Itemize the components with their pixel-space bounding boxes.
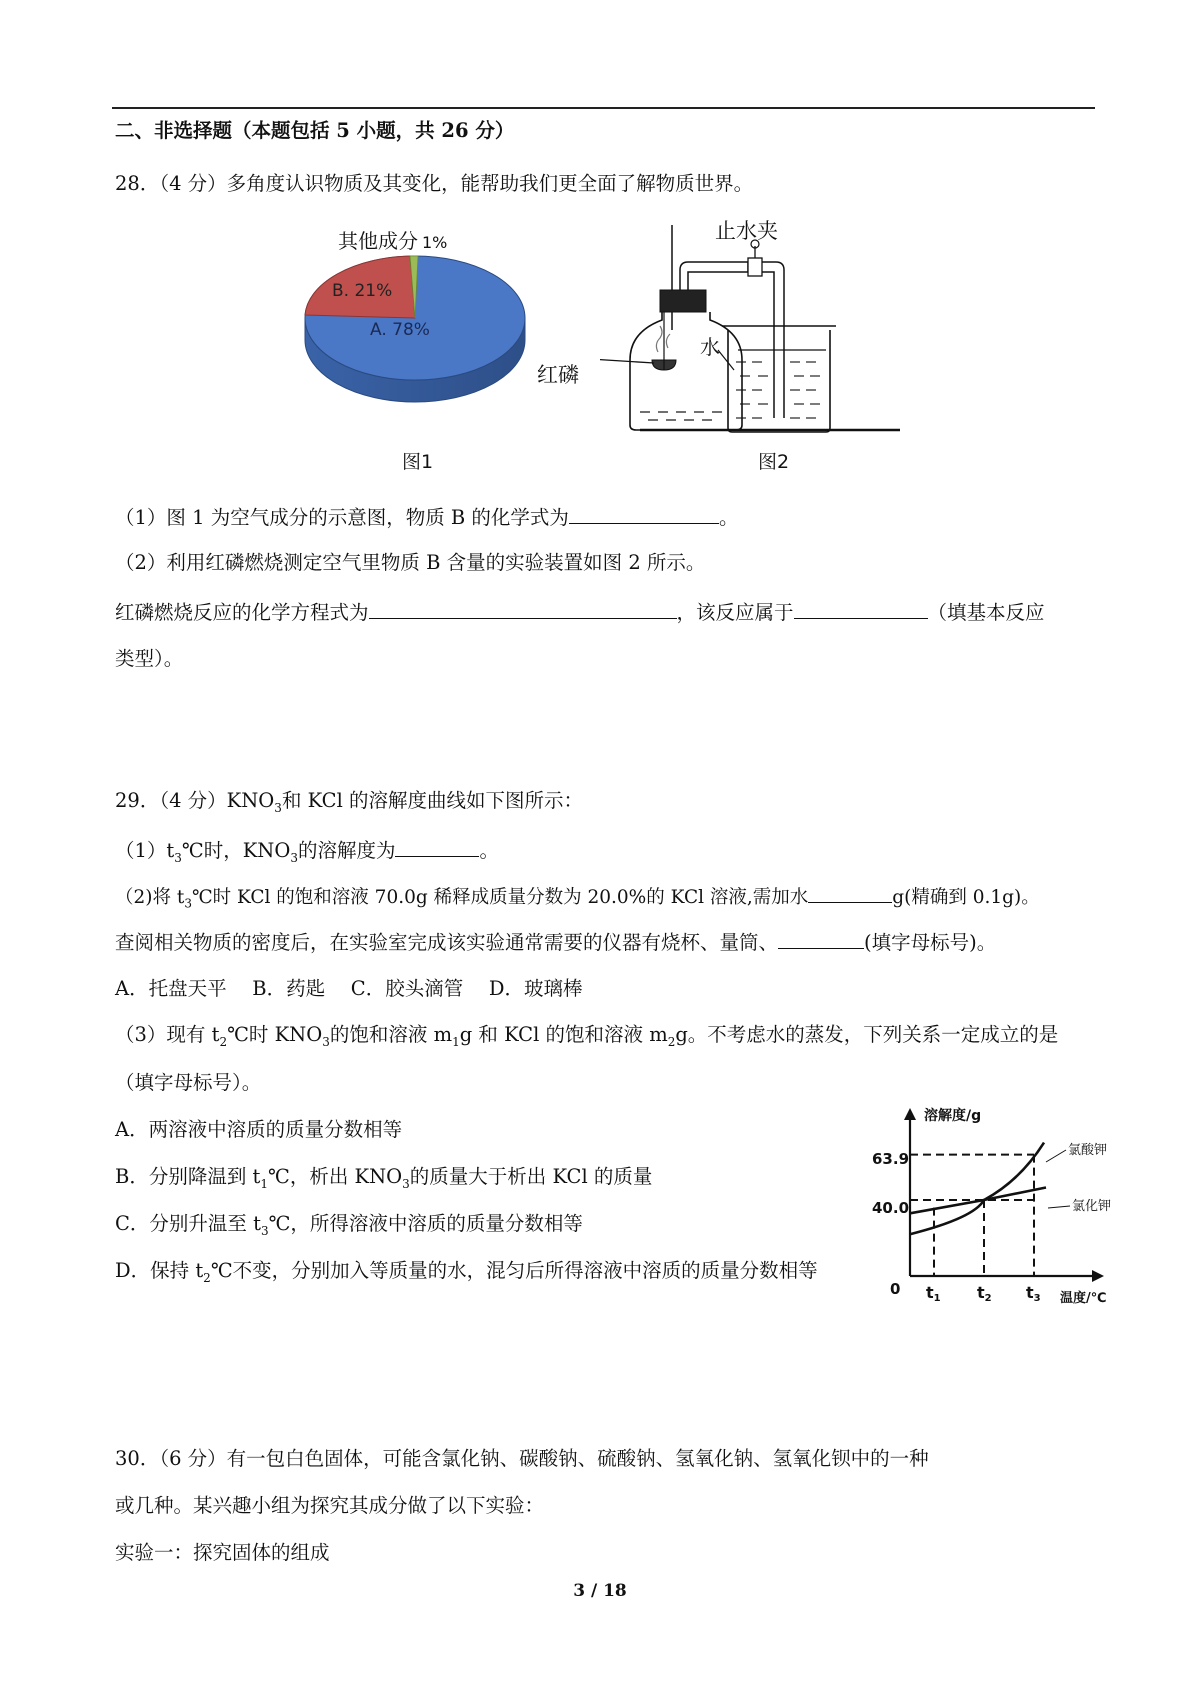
q29-part2: （2)将 $t_3℃$时 KCl 的饱和溶液 70.0g 稀释成质量分数为 20.0%的 KCl 溶液,需加水 g(精确到 0.1g)。 (115, 882, 1040, 911)
header-rule (112, 107, 1095, 109)
bottle-stopper (660, 290, 706, 312)
chart-origin-label: 0 (890, 1280, 901, 1298)
q28-part1: （1）图 1 为空气成分的示意图，物质 B 的化学式为 。 (115, 503, 738, 531)
answer-blank-solubility[interactable] (395, 836, 479, 857)
answer-blank-equation[interactable] (369, 598, 677, 619)
label-water: 水 (700, 335, 720, 359)
q28-part2-tail: 类型）。 (115, 647, 184, 670)
fig1-caption: 图1 (402, 451, 434, 473)
chart-guides (910, 1155, 1034, 1276)
chart-xtick-t3: t3 (1026, 1283, 1041, 1304)
label-clamp: 止水夹 (715, 220, 778, 243)
beaker (728, 330, 830, 432)
chart-series (910, 1143, 1070, 1235)
label-phosphorus: 红磷 (537, 363, 579, 387)
chart-label-leader-kno3 (1046, 1150, 1066, 1162)
chart-label-leader-kcl (1048, 1206, 1070, 1208)
q30-intro: 30．（6 分）有一包白色固体，可能含氯化钠、碳酸钠、硫酸钠、氢氧化钠、氢氧化钡中的一种 (115, 1447, 929, 1470)
answer-blank-instruments[interactable] (778, 928, 864, 949)
chart-ytick-63-9: 63.9 (872, 1150, 910, 1168)
q28-intro: 28．（4 分）多角度认识物质及其变化，能帮助我们更全面了解物质世界。 (115, 172, 754, 195)
chart-ylabel: 溶解度/g (924, 1108, 982, 1124)
q29-part2-instruments: 查阅相关物质的密度后，在实验室完成该实验通常需要的仪器有烧杯、量筒、 (填字母标号)。 (115, 928, 996, 956)
pie-label-other-pct: 1% (422, 233, 448, 252)
q29-part3-hint: （填字母标号）。 (115, 1071, 262, 1094)
q30-experiment-1: 实验一：探究固体的组成 (115, 1541, 330, 1564)
answer-blank-reaction-type[interactable] (794, 598, 928, 619)
q30-intro-2: 或几种。某兴趣小组为探究其成分做了以下实验： (115, 1494, 545, 1517)
chart-xtick-t1: t1 (926, 1283, 941, 1304)
q28-part2-equation: 红磷燃烧反应的化学方程式为 ，该反应属于 （填基本反应 (115, 598, 1045, 626)
pie-label-b: B. 21% (332, 281, 393, 301)
apparatus-diagram (600, 220, 900, 440)
q29-option-d: D．保持 $t_2℃$不变，分别加入等质量的水，混匀后所得溶液中溶质的质量分数相等 (115, 1259, 818, 1285)
air-composition-pie (290, 228, 550, 408)
solubility-chart (860, 1104, 1140, 1316)
answer-blank-b-formula[interactable] (569, 503, 719, 524)
chart-series-line-kno3 (910, 1143, 1044, 1235)
chart-xlabel: 温度/℃ (1060, 1291, 1107, 1306)
chart-x-axis-arrow (1092, 1270, 1104, 1282)
pie-label-a: A. 78% (370, 320, 430, 340)
clamp-icon (748, 258, 762, 276)
section-title: 二、非选择题（本题包括 5 小题，共 26 分） (115, 119, 515, 142)
q29-part1: $(1)t_3℃$时，$KNO_3$的溶解度为 。 (115, 836, 499, 864)
q29-part3: （3）现有 $t_2℃$时 $KNO_3$的饱和溶液 $m_1g$ 和 KCl 的饱和溶液 $m_2g$。不考虑水的蒸发，下列关系一定成立的是 (115, 1023, 1059, 1049)
answer-blank-water-mass[interactable] (808, 882, 892, 903)
chart-series-label-kcl: 氯化钾 (1072, 1199, 1112, 1214)
chart-y-axis-arrow (904, 1108, 916, 1120)
q29-option-c: C．分别升温至 $t_3℃$，所得溶液中溶质的质量分数相等 (115, 1212, 583, 1238)
chart-ytick-40-0: 40.0 (872, 1199, 910, 1217)
q29-intro: 29．（4 分）$KNO_3$和 KCl 的溶解度曲线如下图所示： (115, 789, 584, 815)
q29-part2-options: A．托盘天平 B．药匙 C．胶头滴管 D．玻璃棒 (115, 977, 583, 1000)
chart-series-label-kno3: 氯酸钾 (1068, 1143, 1108, 1158)
chart-xtick-t2: t2 (977, 1283, 992, 1304)
fig2-caption: 图2 (758, 451, 790, 473)
pie-label-other: 其他成分 (338, 229, 418, 253)
q29-option-b: B．分别降温到 $t_1℃$，析出 $KNO_3$的质量大于析出 KCl 的质量 (115, 1165, 653, 1191)
page-number: 3 / 18 (573, 1581, 627, 1601)
q29-option-a: A．两溶液中溶质的质量分数相等 (115, 1118, 403, 1141)
q28-part2: （2）利用红磷燃烧测定空气里物质 B 含量的实验装置如图 2 所示。 (115, 551, 706, 574)
